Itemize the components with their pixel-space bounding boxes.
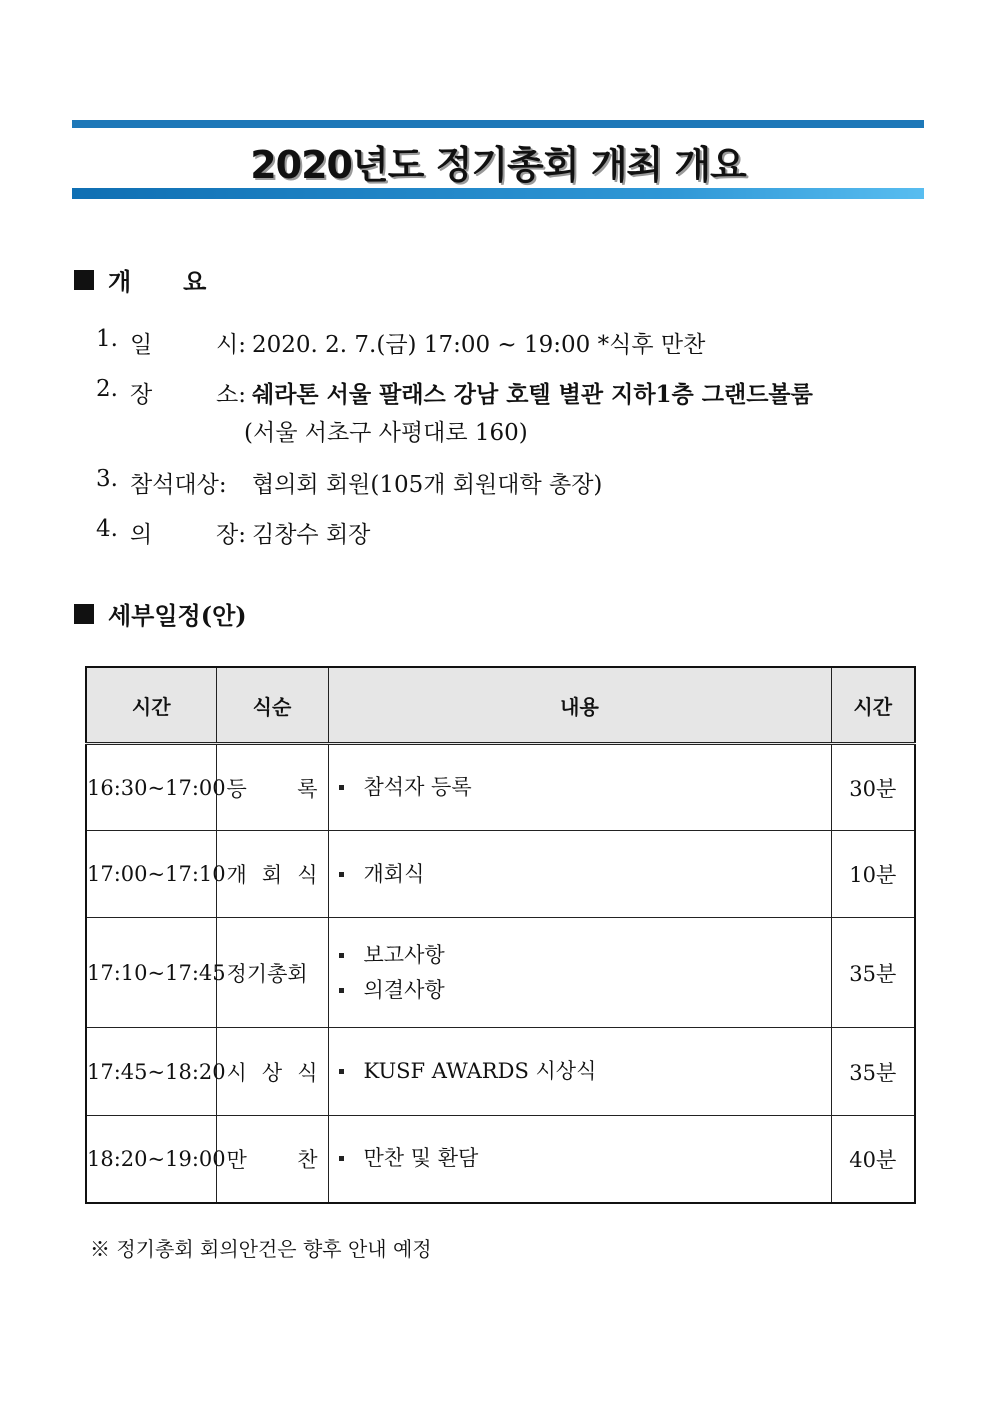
cell-content [328, 918, 831, 1028]
section-overview-heading: 개요 [74, 262, 258, 297]
list-item [339, 770, 831, 805]
order-text-part: 상 [261, 1060, 283, 1085]
bullet-icon [339, 953, 344, 958]
item-label-part: 소: [216, 382, 246, 408]
table-row [86, 744, 915, 831]
content-text: 개회식 [363, 861, 425, 886]
cell-order [216, 744, 328, 831]
cell-time: 17:10~17:45 [86, 918, 216, 1028]
order-text-part: 개 [226, 863, 247, 887]
col-header-content: 내용 [328, 667, 831, 744]
item-sub-value: (서울 서초구 사평대로 160) [244, 420, 528, 446]
cell-content [328, 744, 831, 831]
cell-duration: 35분 [831, 918, 915, 1028]
overview-item [96, 376, 813, 409]
item-label-part: 시: [216, 332, 246, 358]
cell-duration: 10분 [831, 831, 915, 918]
table-row [86, 918, 915, 1028]
order-text-part: 식 [297, 1060, 318, 1085]
order-text-part: 정기총회 [226, 961, 308, 986]
cell-duration: 30분 [831, 744, 915, 831]
bullet-icon [339, 988, 344, 993]
item-number: 1. [96, 326, 118, 352]
footnote: ※ 정기총회 회의안건은 향후 안내 예정 [90, 1237, 432, 1261]
content-text: KUSF AWARDS 시상식 [363, 1059, 597, 1083]
cell-time: 17:00~17:10 [86, 831, 216, 918]
table-row [86, 1116, 915, 1203]
cell-duration: 40분 [831, 1116, 915, 1203]
item-label-part: 일 [130, 332, 153, 358]
item-value: 김창수 회장 [252, 522, 371, 548]
cell-time: 18:20~19:00 [86, 1116, 216, 1203]
cell-duration: 35분 [831, 1028, 915, 1116]
item-value: 협의회 회원(105개 회원대학 총장) [252, 472, 603, 498]
square-bullet-icon [74, 604, 94, 624]
cell-content [328, 1028, 831, 1116]
list-item [339, 973, 831, 1008]
table-row [86, 1028, 915, 1116]
item-label-part: 참석대상: [130, 472, 227, 498]
item-value: 2020. 2. 7.(금) 17:00 ~ 19:00 *식후 만찬 [252, 332, 706, 358]
title-top-bar [72, 120, 924, 128]
item-label-part: 장 [130, 382, 153, 408]
square-bullet-icon [74, 270, 94, 290]
order-text-part: 시 [226, 1060, 247, 1085]
item-number: 4. [96, 516, 118, 542]
item-label-part: 의 [130, 522, 153, 548]
content-text: 만찬 및 환담 [363, 1146, 479, 1171]
col-header-order: 식순 [216, 667, 328, 744]
list-item [339, 1054, 831, 1089]
list-item [339, 1141, 831, 1176]
table-row [86, 831, 915, 918]
bullet-icon [339, 872, 344, 877]
col-header-duration: 시간 [831, 667, 915, 744]
order-text-part: 식 [297, 863, 318, 887]
cell-time: 16:30~17:00 [86, 744, 216, 831]
cell-content [328, 831, 831, 918]
cell-order [216, 918, 328, 1028]
item-value: 쉐라톤 서울 팔래스 강남 호텔 별관 지하1층 그랜드볼룸 [252, 381, 813, 408]
order-text-part: 회 [261, 863, 283, 887]
section-schedule-heading: 세부일정(안) [74, 596, 247, 631]
overview-item [96, 326, 705, 359]
item-label [130, 466, 246, 499]
item-number: 3. [96, 466, 118, 492]
order-text-part: 찬 [297, 1147, 318, 1172]
cell-order [216, 1116, 328, 1203]
item-label [130, 326, 246, 359]
col-header-time: 시간 [86, 667, 216, 744]
cell-order [216, 1028, 328, 1116]
title-banner [72, 120, 924, 200]
order-text-part: 만 [226, 1147, 247, 1172]
page-title: 2020년도 정기총회 개최 개요 [250, 143, 746, 187]
list-item [339, 857, 831, 892]
bullet-icon [339, 1069, 344, 1074]
bullet-icon [339, 785, 344, 790]
cell-time: 17:45~18:20 [86, 1028, 216, 1116]
bullet-icon [339, 1156, 344, 1161]
overview-item [96, 466, 602, 499]
content-text: 보고사항 [363, 942, 445, 967]
item-label [130, 376, 246, 409]
title-bottom-bar [72, 188, 924, 199]
content-text: 의결사항 [363, 977, 445, 1002]
item-number: 2. [96, 376, 118, 402]
overview-item [96, 516, 370, 549]
order-text-part: 록 [297, 776, 318, 801]
item-label [130, 516, 246, 549]
order-text-part: 등 [226, 776, 247, 801]
schedule-table [85, 666, 916, 1204]
content-text: 참석자 등록 [363, 775, 472, 799]
item-label-part: 장: [216, 522, 246, 548]
cell-content [328, 1116, 831, 1203]
list-item [339, 938, 831, 973]
cell-order [216, 831, 328, 918]
